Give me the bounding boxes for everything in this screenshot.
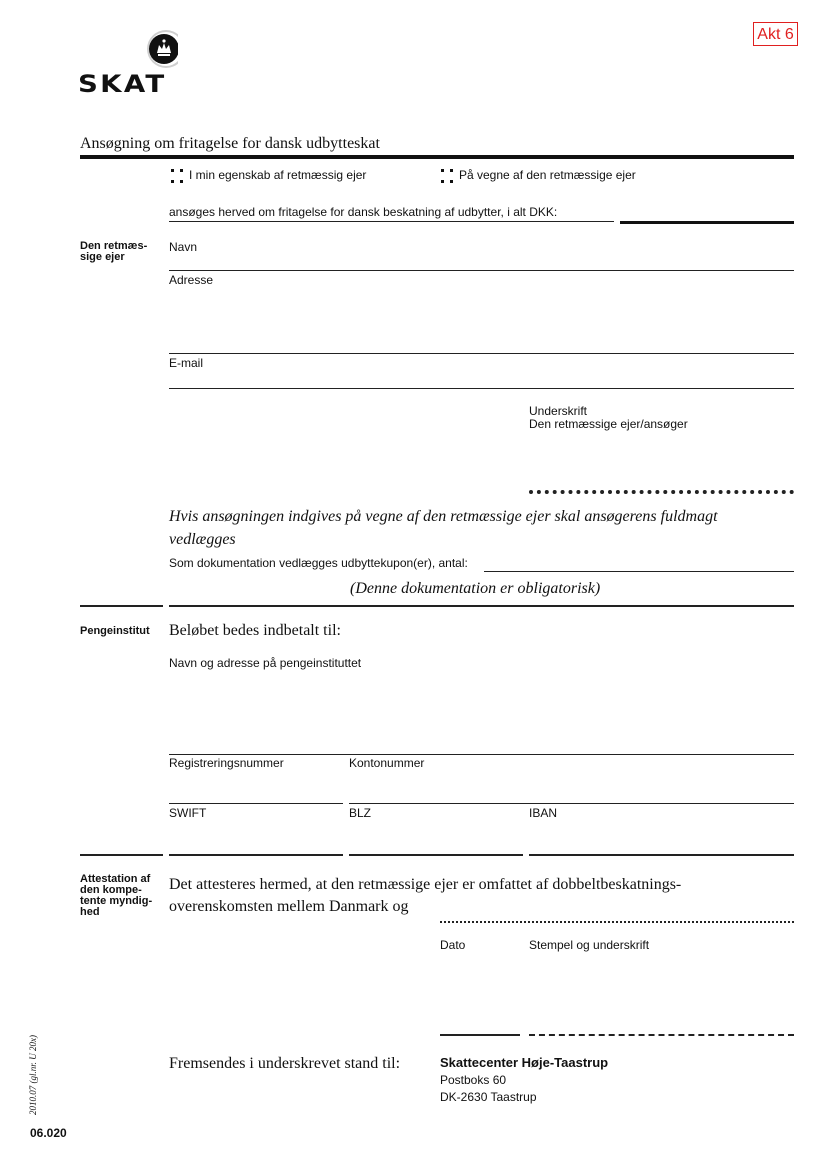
owner-name-input[interactable]: [210, 253, 790, 269]
reg-number-label: Registreringsnummer: [169, 756, 284, 770]
send-to-label: Fremsendes i underskrevet stand til:: [169, 1055, 401, 1072]
stamp-label: Stempel og underskrift: [529, 938, 650, 952]
bank-name-line: [169, 754, 794, 755]
name-line: [169, 270, 794, 271]
office-name: Skattecenter Høje-Taastrup: [440, 1055, 609, 1070]
skat-wordmark: SKAT: [78, 70, 167, 98]
reg-number-line: [169, 803, 343, 804]
coupons-label: Som dokumentation vedlægges udbyttekupon(er), antal:: [169, 556, 468, 570]
email-label: E-mail: [169, 356, 204, 370]
stamp-dashed-line: [529, 1034, 794, 1036]
office-city: DK-2630 Taastrup: [440, 1090, 537, 1104]
version-note: 2010.07 (gl.nr. U 20x): [28, 1035, 38, 1115]
date-label: Dato: [440, 938, 466, 952]
email-line: [169, 388, 794, 389]
coupons-line: [484, 571, 794, 572]
proxy-note: Hvis ansøgningen indgives på vegne af den retmæssige ejer skal ansøgerens fuldmagt vedlægges: [169, 508, 718, 548]
behalf-capacity-checkbox[interactable]: [440, 169, 454, 183]
owner-section-divider-right: [169, 605, 794, 607]
account-number-label: Kontonummer: [349, 756, 425, 770]
title-divider: [80, 155, 794, 159]
dividend-total-line: [620, 221, 794, 224]
blz-line: [349, 854, 523, 856]
blz-label: BLZ: [349, 806, 372, 820]
owner-signature-area[interactable]: [529, 440, 794, 488]
attestation-section-label: Attestation af den kompe- tente myndig- hed: [80, 873, 153, 918]
iban-input[interactable]: [529, 826, 789, 846]
swift-label: SWIFT: [169, 806, 207, 820]
reg-number-input[interactable]: [169, 778, 339, 796]
swift-input[interactable]: [169, 826, 339, 846]
form-code: 06.020: [30, 1126, 67, 1140]
date-line: [440, 1034, 520, 1036]
owner-section-divider-left: [80, 605, 163, 607]
bank-section-divider-left: [80, 854, 163, 856]
behalf-capacity-label: På vegne af den retmæssige ejer: [459, 168, 636, 182]
address-label: Adresse: [169, 273, 214, 287]
account-number-line: [349, 803, 794, 804]
form-title: Ansøgning om fritagelse for dansk udbytteskat: [80, 135, 380, 152]
swift-line: [169, 854, 343, 856]
owner-section-label: Den retmæs- sige ejer: [80, 240, 148, 263]
mandatory-note: (Denne dokumentation er obligatorisk): [350, 580, 601, 597]
bank-section-label: Pengeinstitut: [80, 625, 150, 637]
owner-address-input[interactable]: [169, 290, 789, 350]
office-box: Postboks 60: [440, 1073, 507, 1087]
bank-heading: Beløbet bedes indbetalt til:: [169, 622, 341, 639]
bank-name-label: Navn og adresse på pengeinstituttet: [169, 656, 362, 670]
request-text: ansøges herved om fritagelse for dansk beskatning af udbytter, i alt DKK:: [169, 205, 558, 219]
dividend-total-input[interactable]: [620, 202, 794, 220]
stamp-signature-area[interactable]: [529, 960, 794, 1032]
attestation-text-line2: overenskomsten mellem Danmark og: [169, 898, 409, 915]
owner-email-input[interactable]: [169, 371, 789, 387]
signature-label: Underskrift: [529, 404, 588, 418]
request-underline: [169, 221, 614, 222]
iban-label: IBAN: [529, 806, 558, 820]
owner-capacity-checkbox[interactable]: [170, 169, 184, 183]
attestation-text-line1: Det attesteres hermed, at den retmæssige ejer er omfattet af dobbeltbeskatnings-: [169, 876, 682, 893]
iban-line: [529, 854, 794, 856]
treaty-country-input[interactable]: [440, 900, 790, 918]
owner-capacity-label: I min egenskab af retmæssig ejer: [189, 168, 367, 182]
skat-logo: [78, 28, 178, 98]
signature-dotted-line: [529, 490, 794, 494]
account-number-input[interactable]: [349, 778, 789, 796]
akt-badge: Akt 6: [753, 22, 798, 46]
bank-name-input[interactable]: [169, 673, 789, 748]
attestation-date-input[interactable]: [440, 1010, 520, 1028]
address-line: [169, 353, 794, 354]
coupons-count-input[interactable]: [486, 553, 786, 570]
blz-input[interactable]: [349, 826, 519, 846]
treaty-country-dotted-line: [440, 921, 794, 923]
name-label: Navn: [169, 240, 198, 254]
signature-sub-label: Den retmæssige ejer/ansøger: [529, 417, 688, 431]
